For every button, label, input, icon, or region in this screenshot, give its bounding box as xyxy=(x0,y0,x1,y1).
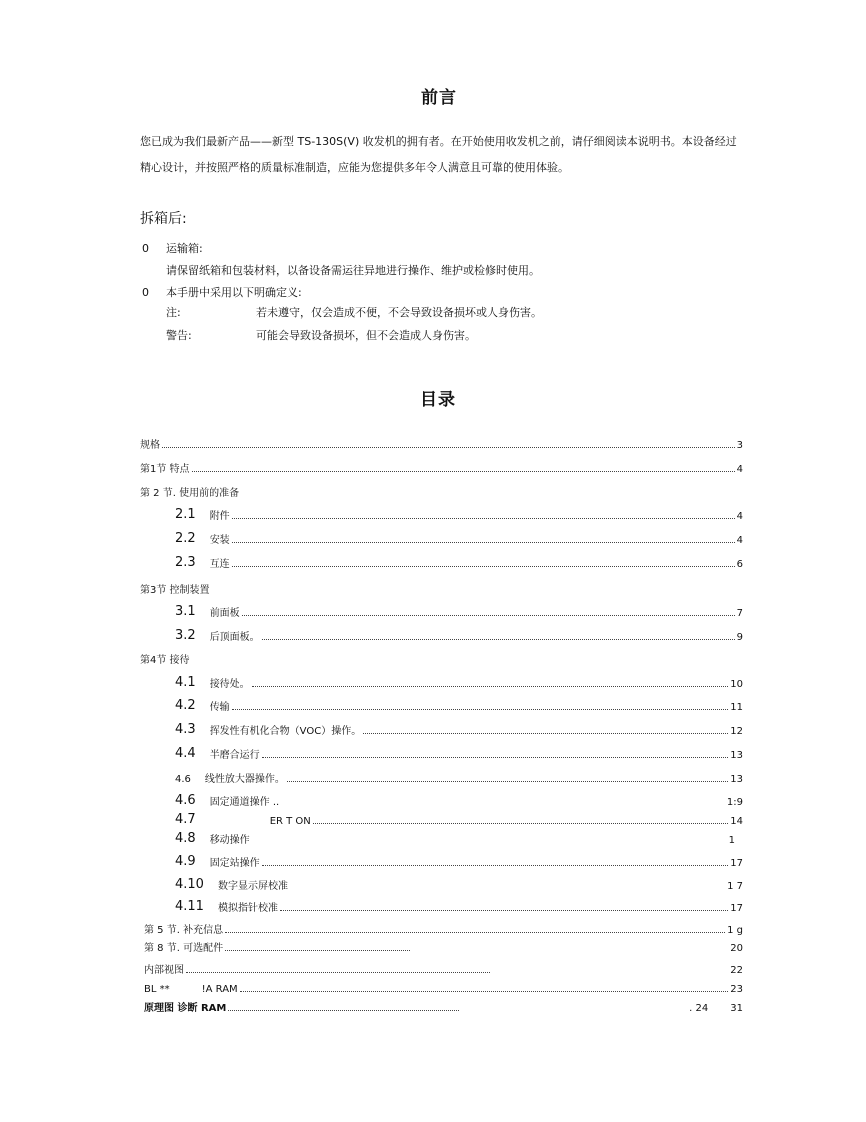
toc-entry[interactable] xyxy=(175,676,743,690)
leader-dots xyxy=(242,614,735,616)
toc-entry-number: 2.1 xyxy=(175,507,196,522)
leader-dots xyxy=(232,708,729,710)
toc-entry-page: 9 xyxy=(736,632,743,643)
toc-entry-page: 1 xyxy=(728,835,735,846)
preface-title: 前言 xyxy=(421,88,457,108)
toc-entry[interactable] xyxy=(175,813,743,827)
toc-entry-number: 4.11 xyxy=(175,899,204,914)
toc-entry-label: 第1节 特点 xyxy=(140,464,190,475)
toc-entry-label: 模拟指针校准 xyxy=(217,903,278,914)
warning-label: 警告: xyxy=(166,329,192,342)
toc-entry-page: 1 7 xyxy=(727,881,743,892)
leader-dots xyxy=(313,822,728,824)
toc-entry-label: 传输 xyxy=(209,702,230,713)
leader-dots xyxy=(287,780,728,782)
leader-dots xyxy=(252,685,729,687)
toc-entry-label: 第 8 节. 可选配件 xyxy=(144,943,224,954)
toc-entry-page: 7 xyxy=(736,608,743,619)
toc-entry-label: 移动操作 xyxy=(209,835,250,846)
toc-entry-number: 4.9 xyxy=(175,854,196,869)
unpacking-heading: 拆箱后: xyxy=(140,211,187,227)
toc-entry-number: 4.3 xyxy=(175,722,196,737)
toc-entry[interactable] xyxy=(175,878,743,892)
leader-dots xyxy=(232,565,735,567)
toc-entry-label: 线性放大器操作。 xyxy=(204,774,285,785)
toc-entry-label: BL ** xyxy=(144,984,170,995)
toc-entry[interactable] xyxy=(175,532,743,546)
toc-entry-page: 20 xyxy=(730,943,743,954)
toc-entry-label: 第3节 控制装置 xyxy=(140,585,210,596)
toc-entry[interactable] xyxy=(144,962,743,976)
toc-entry-label: 前面板 xyxy=(209,608,240,619)
leader-dots xyxy=(225,931,725,933)
toc-entry-label: 安装 xyxy=(209,535,230,546)
toc-entry-page: 23 xyxy=(730,984,743,995)
toc-entry[interactable] xyxy=(175,629,743,643)
warning-text: 可能会导致设备损坏，但不会造成人身伤害。 xyxy=(256,329,476,342)
bullet-marker: 0 xyxy=(142,286,149,299)
toc-section-heading[interactable] xyxy=(140,652,743,666)
leader-dots xyxy=(280,909,728,911)
note-text: 若未遵守，仅会造成不便，不会导致设备损坏或人身伤害。 xyxy=(256,306,542,319)
toc-entry-page: 12 xyxy=(730,726,743,737)
leader-dots xyxy=(232,541,735,543)
toc-entry[interactable] xyxy=(144,940,743,954)
toc-entry-number: 4.4 xyxy=(175,746,196,761)
note-label: 注: xyxy=(166,306,181,319)
toc-section-heading[interactable] xyxy=(140,485,743,499)
toc-entry-label-secondary: !A RAM xyxy=(201,984,238,995)
toc-entry-page: 1:9 xyxy=(726,797,743,808)
toc-entry-label: 数字显示屏校准 xyxy=(217,881,288,892)
leader-dots xyxy=(290,888,725,889)
leader-dots xyxy=(281,804,725,805)
toc-entry-label: 固定站操作 xyxy=(209,858,260,869)
toc-entry-label: 第 5 节. 补充信息 xyxy=(144,925,224,936)
leader-dots xyxy=(262,756,729,758)
toc-entry-page: 13 xyxy=(730,774,743,785)
leader-dots xyxy=(186,971,490,973)
toc-entry[interactable] xyxy=(175,794,743,808)
toc-entry[interactable] xyxy=(175,747,743,761)
toc-entry[interactable] xyxy=(175,699,743,713)
shipping-box-text: 请保留纸箱和包装材料，以备设备需运往异地进行操作、维护或检修时使用。 xyxy=(166,264,540,277)
toc-entry-label: 规格 xyxy=(140,440,160,451)
toc-entry[interactable] xyxy=(175,508,743,522)
toc-entry[interactable] xyxy=(175,900,743,914)
toc-entry-number: 4.6 xyxy=(175,793,196,808)
toc-entry[interactable] xyxy=(144,981,743,995)
toc-entry-number: 3.2 xyxy=(175,628,196,643)
toc-entry-label: 第 2 节. 使用前的准备 xyxy=(140,488,240,499)
toc-entry[interactable] xyxy=(140,461,743,475)
toc-entry-number: 4.2 xyxy=(175,698,196,713)
toc-entry[interactable] xyxy=(175,771,743,785)
leader-dots xyxy=(262,864,729,866)
toc-entry-label: 接待处。 xyxy=(209,679,250,690)
toc-entry[interactable] xyxy=(175,723,743,737)
toc-entry-page: 4 xyxy=(736,535,743,546)
toc-entry[interactable] xyxy=(175,855,743,869)
toc-entry-number: 2.2 xyxy=(175,531,196,546)
preface-paragraph-line-1: 您已成为我们最新产品——新型 TS-130S(V) 收发机的拥有者。在开始使用收发机之前，请仔细阅读本说明书。本设备经过 xyxy=(140,135,737,148)
toc-entry[interactable] xyxy=(175,832,743,846)
toc-entry-label: 内部视图 xyxy=(144,965,184,976)
leader-dots xyxy=(363,732,728,734)
bullet-marker: 0 xyxy=(142,242,149,255)
leader-dots xyxy=(252,842,727,843)
toc-entry-number: 4.6 xyxy=(175,774,191,785)
toc-entry-number: 3.1 xyxy=(175,604,196,619)
toc-entry-page: 6 xyxy=(736,559,743,570)
toc-title: 目录 xyxy=(420,390,456,410)
toc-entry-label: 附件 xyxy=(209,511,230,522)
leader-dots xyxy=(262,638,735,640)
shipping-box-label: 运输箱: xyxy=(166,242,203,255)
toc-entry-label: 挥发性有机化合物（VOC）操作。 xyxy=(209,726,362,737)
toc-entry-page: 31 xyxy=(730,1003,743,1014)
leader-dots xyxy=(240,990,729,992)
toc-entry-page: 13 xyxy=(730,750,743,761)
toc-entry-label: ER T ON xyxy=(269,816,311,827)
leader-dots xyxy=(228,1009,459,1011)
leader-dots xyxy=(192,470,735,472)
toc-entry[interactable] xyxy=(175,556,743,570)
toc-entry-number: 2.3 xyxy=(175,555,196,570)
definitions-label: 本手册中采用以下明确定义: xyxy=(166,286,302,299)
toc-entry-label: 互连 xyxy=(209,559,230,570)
toc-entry-page: 10 xyxy=(730,679,743,690)
toc-entry-page: 11 xyxy=(730,702,743,713)
toc-section-heading[interactable] xyxy=(140,582,743,596)
toc-entry-page: 1 g xyxy=(727,925,743,936)
toc-entry-number: 4.1 xyxy=(175,675,196,690)
toc-entry[interactable] xyxy=(144,1000,743,1014)
toc-entry-page: 14 xyxy=(730,816,743,827)
toc-entry-number: 4.8 xyxy=(175,831,196,846)
toc-entry-page-left: . 24 xyxy=(689,1003,709,1014)
toc-entry-page: 17 xyxy=(730,903,743,914)
toc-entry-label: 第4节 接待 xyxy=(140,655,190,666)
toc-entry[interactable] xyxy=(140,437,743,451)
toc-entry-label: 半磨合运行 xyxy=(209,750,260,761)
toc-entry-page: 17 xyxy=(730,858,743,869)
leader-dots xyxy=(232,517,735,519)
leader-dots xyxy=(225,949,410,951)
toc-entry-number: 4.10 xyxy=(175,877,204,892)
toc-entry-label: 固定通道操作 .. xyxy=(209,797,280,808)
toc-entry-page: 3 xyxy=(736,440,743,451)
preface-paragraph-line-2: 精心设计，并按照严格的质量标准制造，应能为您提供多年令人满意且可靠的使用体验。 xyxy=(140,161,569,174)
toc-entry-page: 4 xyxy=(736,511,743,522)
toc-entry-label: 原理图 诊断 RAM xyxy=(144,1003,227,1014)
toc-entry-label: 后顶面板。 xyxy=(209,632,260,643)
toc-entry-number: 4.7 xyxy=(175,812,196,827)
toc-entry-page: 22 xyxy=(730,965,743,976)
leader-dots xyxy=(162,446,735,448)
toc-entry-page: 4 xyxy=(736,464,743,475)
toc-entry[interactable] xyxy=(144,922,743,936)
toc-entry[interactable] xyxy=(175,605,743,619)
